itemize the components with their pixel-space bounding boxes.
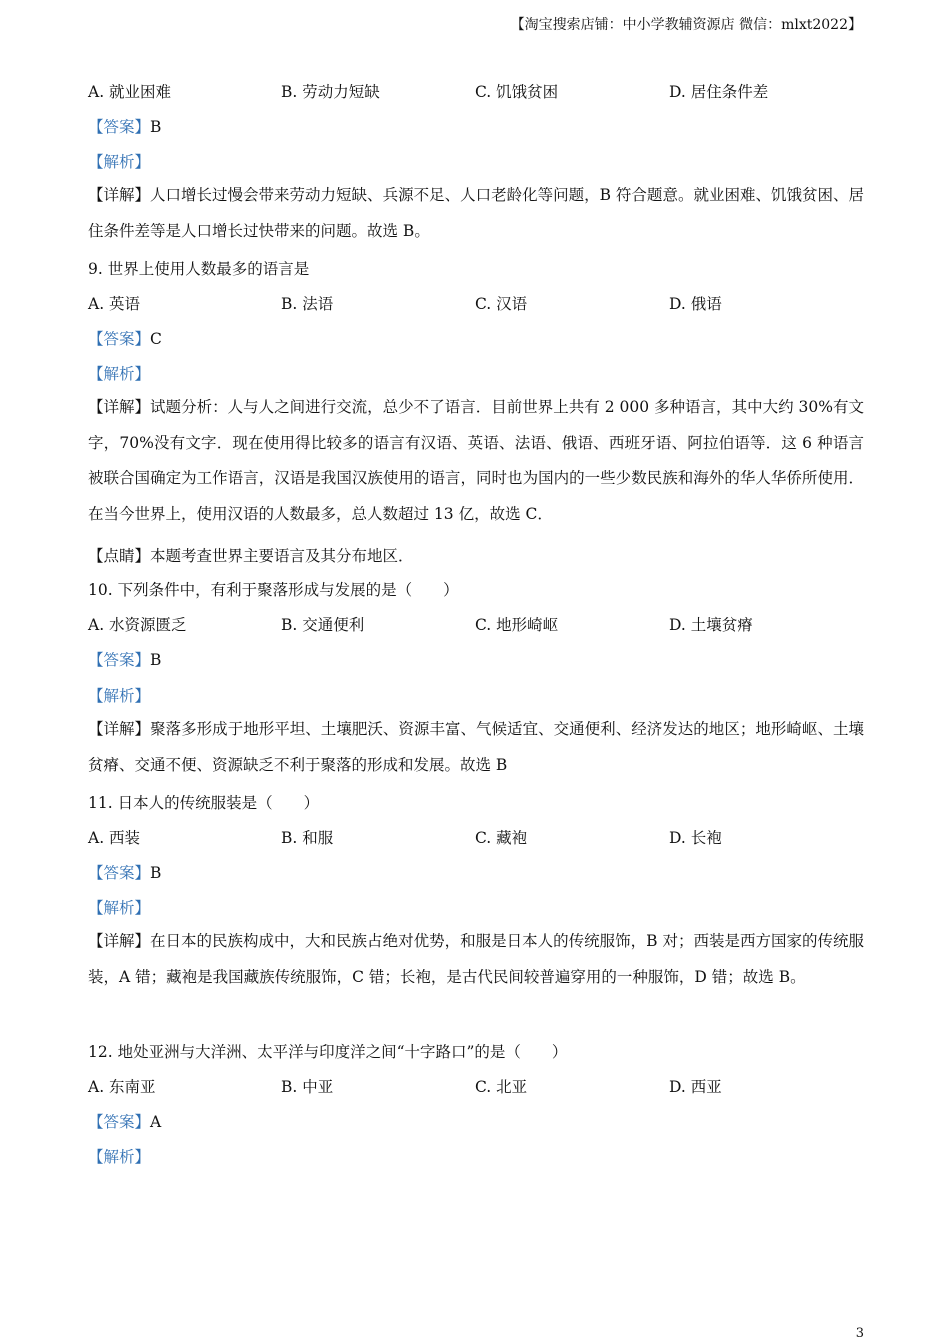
q10-option-c: C. 地形崎岖 (475, 616, 559, 634)
q11-answer (88, 862, 161, 884)
detail-label: 【详解】 (88, 186, 151, 204)
q11-option-c: C. 藏袍 (475, 829, 528, 847)
q8-answer (88, 116, 161, 138)
page-header: 【淘宝搜索店铺：中小学教辅资源店 微信：mlxt2022】 (510, 17, 862, 33)
answer-label: 【答案】 (88, 1113, 151, 1131)
q10-option-a: A. 水资源匮乏 (88, 616, 187, 634)
answer-label: 【答案】 (88, 651, 151, 669)
answer-value: B (150, 118, 162, 136)
q10-analysis-label: 【解析】 (88, 687, 151, 705)
q11-question: 11. 日本人的传统服装是（ ） (88, 794, 320, 812)
q8-option-c: C. 饥饿贫困 (475, 83, 559, 101)
point-label: 【点睛】 (88, 547, 151, 565)
q12-option-c: C. 北亚 (475, 1078, 528, 1096)
q8-option-d: D. 居住条件差 (669, 83, 769, 101)
detail-label: 【详解】 (88, 398, 151, 416)
q9-option-b: B. 法语 (281, 295, 334, 313)
q9-option-a: A. 英语 (88, 295, 141, 313)
q9-option-c: C. 汉语 (475, 295, 528, 313)
q10-option-b: B. 交通便利 (281, 616, 365, 634)
q8-option-b: B. 劳动力短缺 (281, 83, 380, 101)
q11-analysis-label: 【解析】 (88, 899, 151, 917)
answer-value: C (150, 330, 162, 348)
answer-label: 【答案】 (88, 118, 151, 136)
q9-point (88, 545, 414, 567)
q9-detail (88, 390, 864, 532)
q12-answer (88, 1111, 161, 1133)
q10-answer (88, 649, 161, 671)
q8-analysis-label: 【解析】 (88, 153, 151, 171)
q11-detail (88, 924, 864, 995)
point-text: 本题考查世界主要语言及其分布地区． (150, 547, 414, 565)
q9-analysis-label: 【解析】 (88, 365, 151, 383)
q8-option-a: A. 就业困难 (88, 83, 172, 101)
answer-value: A (150, 1113, 162, 1131)
answer-value: B (150, 651, 162, 669)
q11-option-a: A. 西装 (88, 829, 141, 847)
page-number: 3 (855, 1326, 864, 1341)
answer-label: 【答案】 (88, 864, 151, 882)
q12-option-b: B. 中亚 (281, 1078, 334, 1096)
detail-text: 聚落多形成于地形平坦、土壤肥沃、资源丰富、气候适宜、交通便利、经济发达的地区；地形崎岖、土壤贫瘠、交通不便、资源缺乏不利于聚落的形成和发展。故选 B (88, 720, 864, 774)
q11-option-b: B. 和服 (281, 829, 334, 847)
detail-label: 【详解】 (88, 932, 151, 950)
q12-question: 12. 地处亚洲与大洋洲、太平洋与印度洋之间“十字路口”的是（ ） (88, 1043, 568, 1061)
q10-question: 10. 下列条件中，有利于聚落形成与发展的是（ ） (88, 581, 459, 599)
q12-analysis-label: 【解析】 (88, 1148, 151, 1166)
q9-question: 9. 世界上使用人数最多的语言是 (88, 260, 310, 278)
q11-option-d: D. 长袍 (669, 829, 722, 847)
answer-value: B (150, 864, 162, 882)
answer-label: 【答案】 (88, 330, 151, 348)
detail-label: 【详解】 (88, 720, 151, 738)
q12-option-a: A. 东南亚 (88, 1078, 156, 1096)
q8-detail (88, 178, 864, 249)
detail-text: 人口增长过慢会带来劳动力短缺、兵源不足、人口老龄化等问题，B 符合题意。就业困难、饥饿贫困、居住条件差等是人口增长过快带来的问题。故选 B。 (88, 186, 864, 240)
q10-detail (88, 712, 864, 783)
detail-text: 在日本的民族构成中，大和民族占绝对优势，和服是日本人的传统服饰，B 对；西装是西方国家的传统服装，A 错；藏袍是我国藏族传统服饰，C 错；长袍，是古代民间较普遍穿用的一种服饰，D 错；故选 B。 (88, 932, 864, 986)
q9-answer (88, 328, 162, 350)
detail-text: 试题分析：人与人之间进行交流，总少不了语言．目前世界上共有 2 000 多种语言，其中大约 30%有文字，70%没有文字．现在使用得比较多的语言有汉语、英语、法语、俄语、西班牙语、阿拉伯语等．这 6 种语言被联合国确定为工作语言，汉语是我国汉族使用的语言，同时也为国内的一些少数民族和海外的华人华侨所使用．在当今世界上，使用汉语的人数最多，总人数超过 13 亿，故选 C． (88, 398, 864, 523)
q12-option-d: D. 西亚 (669, 1078, 722, 1096)
q10-option-d: D. 土壤贫瘠 (669, 616, 753, 634)
q9-option-d: D. 俄语 (669, 295, 722, 313)
